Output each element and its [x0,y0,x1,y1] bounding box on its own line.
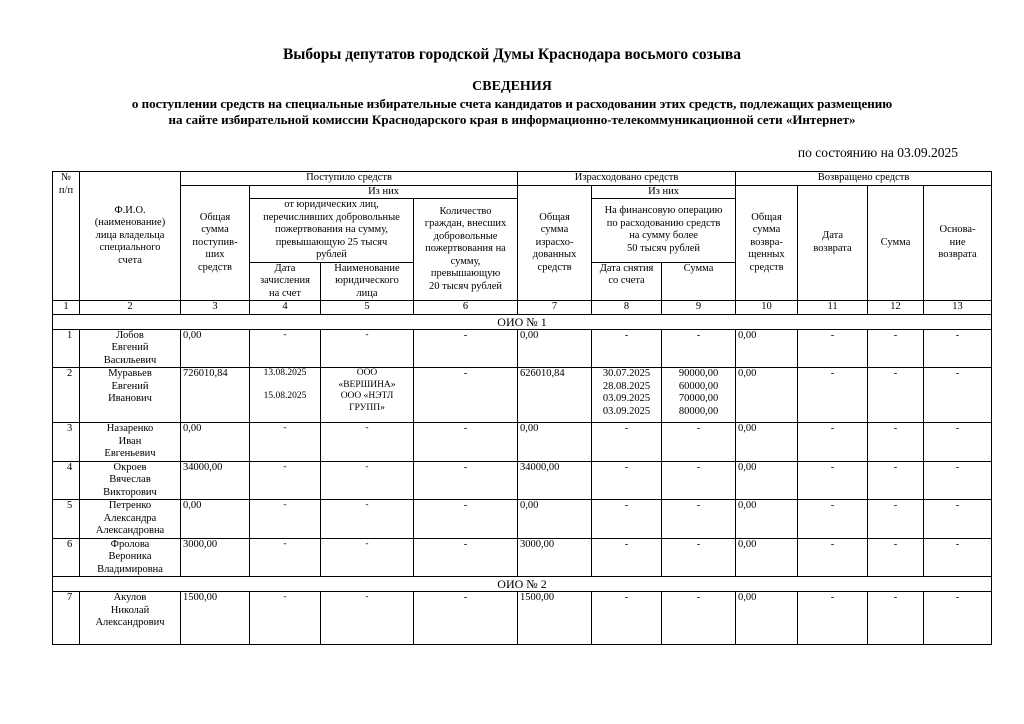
header-total-received: Общая сумма поступив- ших средств [181,185,250,301]
fio-cell: Фролова Вероника Владимировна [80,538,181,577]
header-of-them-received: Из них [250,185,518,199]
row-number: 1 [53,329,80,368]
column-number: 13 [924,301,992,315]
table-row [53,592,992,645]
header-op-sum: Сумма [662,262,736,301]
group-row [53,314,992,329]
row-number: 7 [53,592,80,645]
return-date-cell: - [798,368,868,423]
return-sum-cell: - [868,592,924,645]
citizens-count-cell: - [414,329,518,368]
total-received-cell: 0,00 [181,423,250,462]
op-sum-cell: - [662,461,736,500]
column-number: 12 [868,301,924,315]
document-heading: СВЕДЕНИЯ [472,79,552,94]
total-received-cell: 3000,00 [181,538,250,577]
column-number: 3 [181,301,250,315]
credit-date-cell: - [250,329,321,368]
table-row [53,538,992,577]
column-number: 9 [662,301,736,315]
group-label: ОИО № 2 [53,577,992,592]
credit-date-cell: - [250,592,321,645]
total-spent-cell: 626010,84 [518,368,592,423]
citizens-count-cell: - [414,368,518,423]
column-number: 5 [321,301,414,315]
fio-cell: Петренко Александра Александровна [80,500,181,539]
header-financial-op: На финансовую операцию по расходованию средств на сумму более 50 тысяч рублей [592,199,736,263]
legal-name-cell: - [321,592,414,645]
total-spent-cell: 0,00 [518,329,592,368]
document-title: Выборы депутатов городской Думы Краснодара восьмого созыва [282,46,742,63]
return-date-cell: - [798,500,868,539]
withdraw-date-cell: - [592,329,662,368]
header-from-legal: от юридических лиц, перечисливших добровольные пожертвования на сумму, превышающую 25 тысяч рублей [250,199,414,263]
op-sum-cell: - [662,592,736,645]
legal-name-cell: - [321,423,414,462]
withdraw-date-cell: 30.07.2025 28.08.2025 03.09.2025 03.09.2025 [592,368,662,423]
return-sum-cell: - [868,538,924,577]
return-basis-cell: - [924,500,992,539]
fio-cell: Лобов Евгений Васильевич [80,329,181,368]
column-number: 11 [798,301,868,315]
credit-date-cell: - [250,461,321,500]
table-row [53,461,992,500]
return-sum-cell: - [868,368,924,423]
group-label: ОИО № 1 [53,314,992,329]
return-date-cell: - [798,329,868,368]
credit-date-cell: - [250,538,321,577]
legal-name-cell: - [321,461,414,500]
total-returned-cell: 0,00 [736,368,798,423]
credit-date-cell: - [250,423,321,462]
fio-cell: Назаренко Иван Евгеньевич [80,423,181,462]
total-received-cell: 0,00 [181,500,250,539]
table-row [53,423,992,462]
header-spent: Израсходовано средств [518,172,736,186]
total-received-cell: 0,00 [181,329,250,368]
total-returned-cell: 0,00 [736,500,798,539]
return-basis-cell: - [924,423,992,462]
document-subheading [0,96,1024,128]
return-sum-cell: - [868,423,924,462]
table-row [53,329,992,368]
citizens-count-cell: - [414,538,518,577]
group-row [53,577,992,592]
total-spent-cell: 3000,00 [518,538,592,577]
header-received: Поступило средств [181,172,518,186]
legal-name-cell: - [321,329,414,368]
table-body [53,314,992,645]
header-credit-date: Дата зачисления на счет [250,262,321,301]
return-basis-cell: - [924,368,992,423]
column-number: 1 [53,301,80,315]
header-return-date: Дата возврата [798,185,868,301]
op-sum-cell: 90000,00 60000,00 70000,00 80000,00 [662,368,736,423]
table-row [53,500,992,539]
total-spent-cell: 1500,00 [518,592,592,645]
column-number: 2 [80,301,181,315]
credit-date-cell: - [250,500,321,539]
column-number: 6 [414,301,518,315]
return-basis-cell: - [924,461,992,500]
credit-date-cell: 13.08.2025 15.08.2025 [250,368,321,423]
total-received-cell: 726010,84 [181,368,250,423]
subheading-line-1: о поступлении средств на специальные избирательные счета кандидатов и расходовании этих средств, подлежащих размещению [131,96,893,111]
fio-cell: Акулов Николай Александрович [80,592,181,645]
citizens-count-cell: - [414,461,518,500]
return-date-cell: - [798,423,868,462]
total-returned-cell: 0,00 [736,423,798,462]
citizens-count-cell: - [414,592,518,645]
total-returned-cell: 0,00 [736,329,798,368]
withdraw-date-cell: - [592,592,662,645]
header-of-them-spent: Из них [592,185,736,199]
row-number: 3 [53,423,80,462]
column-number: 10 [736,301,798,315]
op-sum-cell: - [662,538,736,577]
row-number: 2 [53,368,80,423]
header-num: № п/п [53,172,80,301]
header-returned: Возвращено средств [736,172,992,186]
citizens-count-cell: - [414,423,518,462]
funds-table [52,171,992,645]
total-spent-cell: 0,00 [518,500,592,539]
total-spent-cell: 34000,00 [518,461,592,500]
return-basis-cell: - [924,329,992,368]
header-fio: Ф.И.О. (наименование) лица владельца специального счета [80,172,181,301]
return-basis-cell: - [924,592,992,645]
legal-name-cell: - [321,538,414,577]
header-total-returned: Общая сумма возвра- щенных средств [736,185,798,301]
column-number: 4 [250,301,321,315]
table-row [53,368,992,423]
citizens-count-cell: - [414,500,518,539]
return-date-cell: - [798,592,868,645]
withdraw-date-cell: - [592,538,662,577]
withdraw-date-cell: - [592,423,662,462]
row-number: 4 [53,461,80,500]
total-received-cell: 1500,00 [181,592,250,645]
return-basis-cell: - [924,538,992,577]
total-received-cell: 34000,00 [181,461,250,500]
total-spent-cell: 0,00 [518,423,592,462]
row-number: 6 [53,538,80,577]
total-returned-cell: 0,00 [736,538,798,577]
column-numbers-row [53,301,992,315]
op-sum-cell: - [662,500,736,539]
as-of-date: по состоянию на 03.09.2025 [797,145,958,160]
row-number: 5 [53,500,80,539]
fio-cell: Муравьев Евгений Иванович [80,368,181,423]
op-sum-cell: - [662,329,736,368]
return-date-cell: - [798,538,868,577]
op-sum-cell: - [662,423,736,462]
column-number: 7 [518,301,592,315]
return-sum-cell: - [868,500,924,539]
legal-name-cell: - [321,500,414,539]
return-date-cell: - [798,461,868,500]
fio-cell: Окроев Вячеслав Викторович [80,461,181,500]
withdraw-date-cell: - [592,461,662,500]
header-withdraw-date: Дата снятия со счета [592,262,662,301]
return-sum-cell: - [868,329,924,368]
header-return-sum: Сумма [868,185,924,301]
total-returned-cell: 0,00 [736,592,798,645]
legal-name-cell: ООО «ВЕРШИНА» ООО «НЭТЛ ГРУПП» [321,368,414,423]
header-return-basis: Основа- ние возврата [924,185,992,301]
subheading-line-2: на сайте избирательной комиссии Краснодарского края в информационно-телекоммуникационной сети «Интернет» [168,112,856,127]
header-citizens-count: Количество граждан, внесших добровольные пожертвования на сумму, превышающую 20 тысяч рублей [414,199,518,301]
column-number: 8 [592,301,662,315]
withdraw-date-cell: - [592,500,662,539]
header-legal-name: Наименование юридического лица [321,262,414,301]
return-sum-cell: - [868,461,924,500]
header-total-spent: Общая сумма израсхо- дованных средств [518,185,592,301]
total-returned-cell: 0,00 [736,461,798,500]
